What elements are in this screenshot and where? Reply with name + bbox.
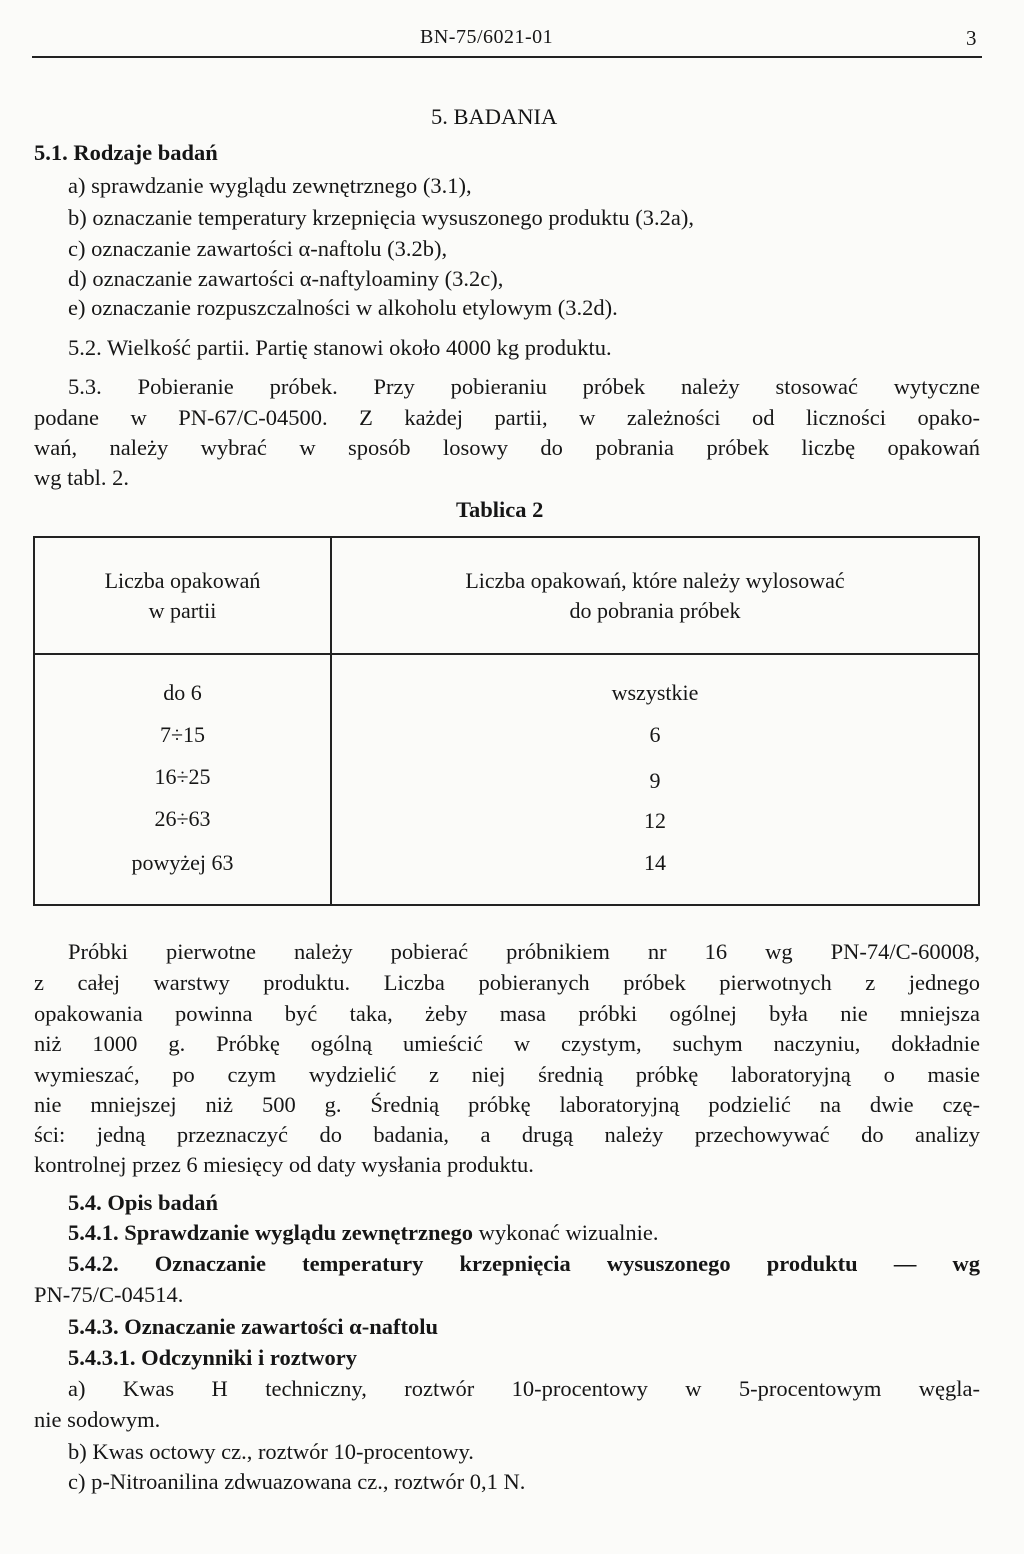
s53-line-2: podane w PN-67/C-04500. Z każdej partii, w zależności od liczności opako- [34, 405, 980, 430]
sampling-table [33, 536, 980, 906]
s51-item-a: a) sprawdzanie wyglądu zewnętrznego (3.1), [68, 173, 472, 198]
s53-line-1: 5.3. Pobieranie próbek. Przy pobieraniu próbek należy stosować wytyczne [68, 374, 980, 399]
paragraph-line-6: nie mniejszej niż 500 g. Średnią próbkę laboratoryjną podzielić na dwie czę- [34, 1092, 980, 1117]
s541-rest: wykonać wizualnie. [472, 1220, 659, 1245]
row-lots: powyżej 63 [131, 850, 234, 875]
header-rule [32, 56, 982, 58]
standard-code: BN-75/6021-01 [420, 26, 554, 48]
section-title: 5. BADANIA [431, 104, 558, 129]
paragraph-line-7: ści: jedną przeznaczyć do badania, a drugą należy przechowywać do analizy [34, 1122, 980, 1147]
page-number: 3 [966, 26, 977, 50]
item-a-line-1: a) Kwas H techniczny, roztwór 10-procentowy w 5-procentowym węgla- [68, 1376, 980, 1401]
row-lots: do 6 [163, 680, 202, 705]
item-c: c) p-Nitroanilina zdwuazowana cz., roztwór 0,1 N. [68, 1469, 526, 1494]
paragraph-line-1: Próbki pierwotne należy pobierać próbnikiem nr 16 wg PN-74/C-60008, [68, 939, 980, 964]
table-header-divider [35, 653, 978, 655]
s53-line-4: wg tabl. 2. [34, 465, 129, 490]
s53-line-3: wań, należy wybrać w sposób losowy do pobrania próbek liczbę opakowań [34, 435, 980, 460]
row-lots: 16÷25 [154, 764, 211, 789]
s51-item-d: d) oznaczanie zawartości α-naftyloaminy (3.2c), [68, 266, 504, 291]
s5431-heading: 5.4.3.1. Odczynniki i roztwory [68, 1345, 357, 1370]
row-sample: 14 [644, 850, 666, 875]
paragraph-line-4: niż 1000 g. Próbkę ogólną umieścić w czystym, suchym naczyniu, dokładnie [34, 1031, 980, 1056]
paragraph-line-8: kontrolnej przez 6 miesięcy od daty wysłania produktu. [34, 1152, 534, 1177]
page-header [0, 26, 1024, 58]
s54-heading: 5.4. Opis badań [68, 1190, 219, 1215]
row-sample: 9 [649, 768, 661, 793]
paragraph-line-5: wymieszać, po czym wydzielić z niej średnią próbkę laboratoryjną o masie [34, 1062, 980, 1087]
s51-heading: 5.1. Rodzaje badań [34, 140, 218, 165]
row-sample: wszystkie [611, 680, 699, 705]
col1-header-line-2: w partii [148, 598, 217, 623]
s51-item-e: e) oznaczanie rozpuszczalności w alkoholu etylowym (3.2d). [68, 295, 618, 320]
s543-heading: 5.4.3. Oznaczanie zawartości α-naftolu [68, 1314, 438, 1339]
paragraph-line-2: z całej warstwy produktu. Liczba pobieranych próbek pierwotnych z jednego [34, 970, 980, 995]
row-sample: 12 [644, 808, 666, 833]
s542-line-1: 5.4.2. Oznaczanie temperatury krzepnięcia wysuszonego produktu — wg [68, 1251, 980, 1276]
paragraph-line-3: opakowania powinna być taka, żeby masa próbki ogólnej była nie mniejsza [34, 1001, 980, 1026]
s541-text [68, 1218, 659, 1248]
s542-line-2: PN-75/C-04514. [34, 1282, 184, 1307]
s541-bold: 5.4.1. Sprawdzanie wyglądu zewnętrznego [68, 1220, 473, 1245]
row-lots: 26÷63 [154, 806, 211, 831]
s52-text: 5.2. Wielkość partii. Partię stanowi około 4000 kg produktu. [68, 335, 612, 360]
col2-header-line-2: do pobrania próbek [569, 598, 741, 623]
col1-header-line-1: Liczba opakowań [104, 568, 261, 593]
col2-header-line-1: Liczba opakowań, które należy wylosować [465, 568, 845, 593]
s51-item-c: c) oznaczanie zawartości α-naftolu (3.2b), [68, 236, 448, 261]
row-sample: 6 [649, 722, 661, 747]
item-a-line-2: nie sodowym. [34, 1407, 161, 1432]
row-lots: 7÷15 [159, 722, 206, 747]
s51-item-b: b) oznaczanie temperatury krzepnięcia wysuszonego produktu (3.2a), [68, 205, 694, 230]
table-caption: Tablica 2 [456, 497, 544, 522]
item-b: b) Kwas octowy cz., roztwór 10-procentowy. [68, 1439, 474, 1464]
